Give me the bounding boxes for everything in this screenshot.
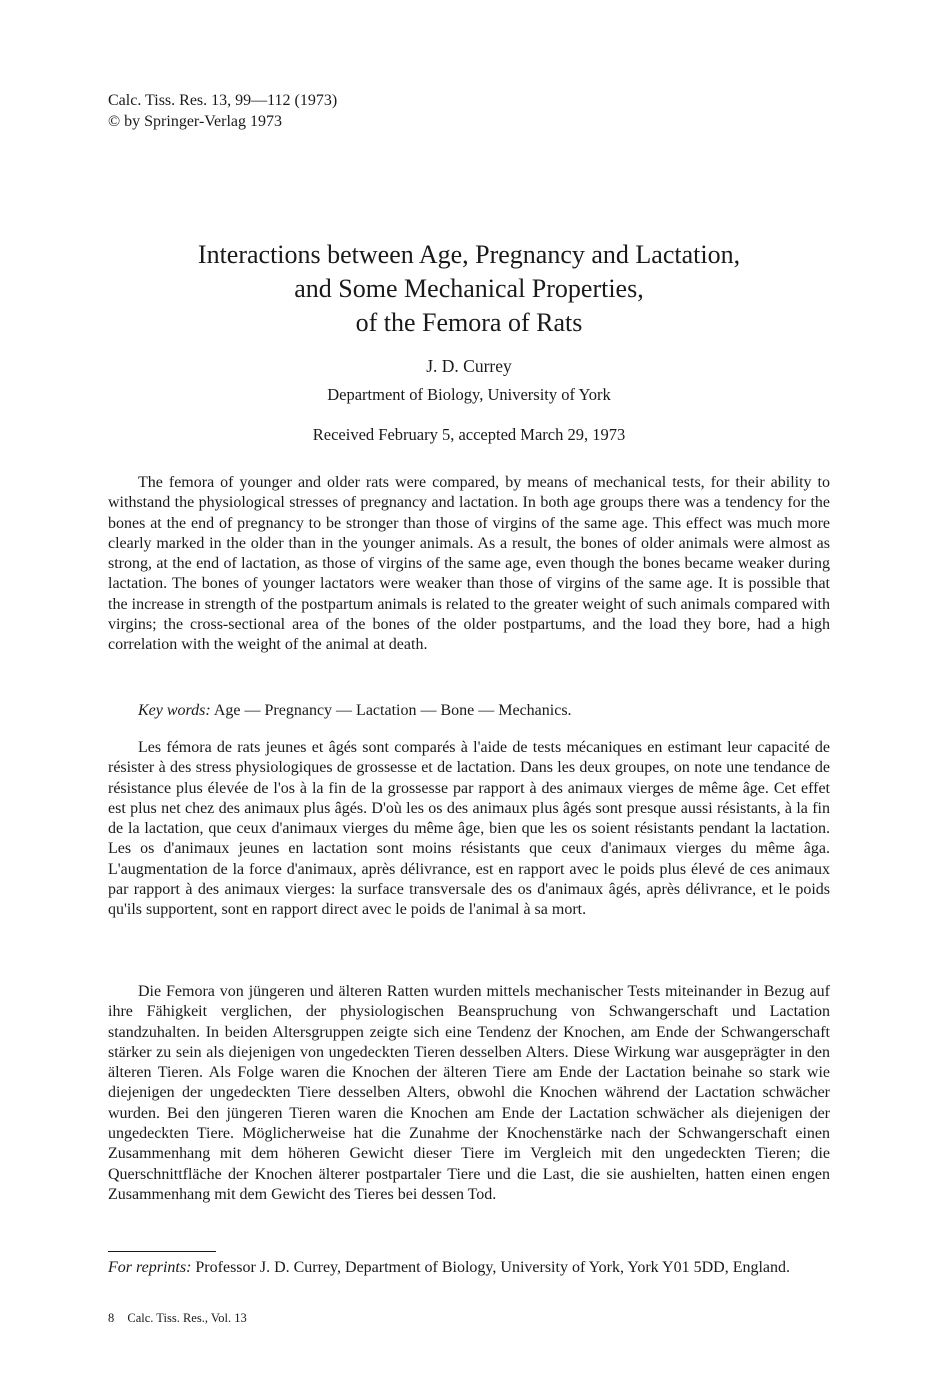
received-dates: Received February 5, accepted March 29, 1973 <box>312 425 626 444</box>
page-number: 8 <box>108 1311 115 1325</box>
page-footer <box>108 1311 247 1326</box>
keywords <box>138 701 572 721</box>
title-line-1: Interactions between Age, Pregnancy and Lactation, <box>197 240 741 269</box>
footnote-text: Professor J. D. Currey, Department of Biology, University of York, York Y01 5DD, England. <box>195 1259 791 1276</box>
author-name: J. D. Currey <box>426 356 512 376</box>
copyright-notice: © by Springer-Verlag 1973 <box>108 113 283 130</box>
abstract-german: Die Femora von jüngeren und älteren Ratten wurden mittels mechanischer Tests miteinander in Bezug auf ihre Fähigkeit verglichen, der physiologischen Beanspruchung von Schwangerschaft und Lactation standzuhalten. In beiden Altersgruppen zeigte sich eine Tendenz der Knochen, am Ende der Schwangerschaft stärker zu sein als diejenigen von ungedeckten Tieren desselben Alters. Diese Wirkung war ausgeprägter in den älteren Tieren. Als Folge waren die Knochen der älteren Tiere am Ende der Lactation beinahe so stark wie diejenigen der ungedeckten Tiere desselben Alters, obwohl die Knochen während der Lactation schwächer wurden. Bei den jüngeren Tieren waren die Knochen am Ende der Lactation schwächer als diejenigen der ungedeckten Tiere. Möglicherweise hat die Zunahme der Knochenstärke nach der Schwangerschaft einen Zusammenhang mit dem höheren Gewicht dieser Tiere im Vergleich mit den ungedeckten Tieren; die Querschnittfläche der Knochen älterer postpartaler Tiere und die Last, die sie aushielten, hatten einen engen Zusammenhang mit dem Gewicht des Tieres bei dessen Tod. <box>108 983 830 1203</box>
keywords-text: Age — Pregnancy — Lactation — Bone — Mechanics. <box>213 702 572 719</box>
title-line-3: of the Femora of Rats <box>355 308 583 337</box>
paper-title <box>0 238 938 340</box>
footer-journal: Calc. Tiss. Res., Vol. 13 <box>127 1311 247 1325</box>
title-line-2: and Some Mechanical Properties, <box>294 274 644 303</box>
abstract-french: Les fémora de rats jeunes et âgés sont comparés à l'aide de tests mécaniques en estimant leur capacité de résister à des stress physiologiques de grossesse et de lactation. Dans les deux groupes, on note une tendance de résistance plus élevée de l'os à la fin de la grossesse par rapport à des animaux vierges de même âge. Cet effet est plus net chez des animaux plus âgés. D'où les os des animaux plus âgés sont presque aussi résistants, à la fin de la lactation, que ceux d'animaux vierges du même âge, bien que les os soient résistants pendant la lactation. Les os d'animaux jeunes en lactation sont moins résistants que ceux d'animaux vierges du même âga. L'augmentation de la force d'animaux, après délivrance, est en rapport avec le poids plus élevé de ces animaux par rapport à des animaux vierges: la surface transversale des os d'animaux âgés, après délivrance, et le poids qu'ils supportent, sont en rapport direct avec le poids de l'animal à sa mort. <box>108 739 830 919</box>
keywords-label: Key words: <box>138 702 211 719</box>
author-affiliation: Department of Biology, University of York <box>327 385 611 404</box>
footnote-divider <box>108 1251 216 1252</box>
abstract-english: The femora of younger and older rats were compared, by means of mechanical tests, for their ability to withstand the physiological stresses of pregnancy and lactation. In both age groups there was a tendency for the bones at the end of pregnancy to be stronger than those of virgins of the same age. This effect was much more clearly marked in the older than in the younger animals. As a result, the bones of older animals were almost as strong, at the end of lactation, as those of virgins of the same age, even though the bones became weaker during lactation. The bones of younger lactators were weaker than those of virgins of the same age. It is possible that the increase in strength of the postpartum animals is related to the greater weight of such animals compared with virgins; the cross-sectional area of the bones of the older postpartums, and the load they bore, had a high correlation with the weight of the animal at death. <box>108 474 830 654</box>
reprints-footnote <box>108 1258 830 1279</box>
footnote-label: For reprints: <box>108 1259 192 1276</box>
journal-citation: Calc. Tiss. Res. 13, 99—112 (1973) <box>108 92 338 109</box>
citation-header <box>108 90 337 132</box>
